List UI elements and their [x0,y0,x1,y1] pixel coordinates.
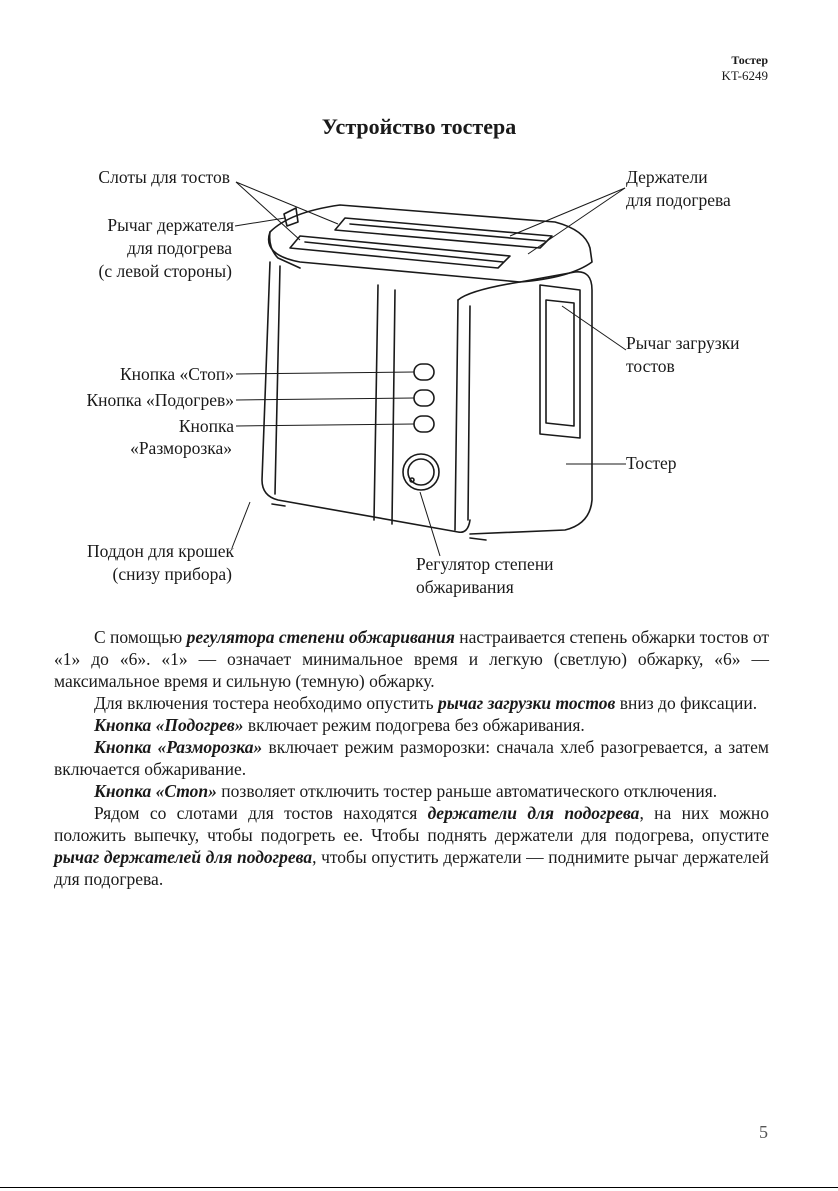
label-tray-1: Поддон для крошек [87,541,234,561]
page-number: 5 [759,1122,768,1142]
section-title: Устройство тостера [321,114,517,139]
reheat-button [414,390,434,406]
label-regulator-2: обжаривания [416,577,514,597]
label-holder-lever-2: для подогрева [127,238,232,258]
label-reheat: Кнопка «Подогрев» [86,390,234,410]
label-load-lever-1: Рычаг загрузки [626,333,740,353]
label-load-lever-2: тостов [626,356,675,376]
holder-lever [284,208,298,226]
bottom-rule [0,1187,838,1188]
label-holders-1: Держатели [626,167,708,187]
toaster-body [262,262,470,532]
label-holder-lever-1: Рычаг держателя [107,215,234,235]
label-toaster: Тостер [626,453,677,473]
toast-slot-rear [335,218,552,248]
paragraph-defrost: Кнопка «Разморозка» включает режим разморозки: сначала хлеб разогревается, а затем включается обжаривание. [54,737,769,779]
label-tray-2: (снизу прибора) [112,564,232,584]
header-model: KT-6249 [721,68,768,83]
label-defrost-1: Кнопка [178,416,234,436]
label-stop: Кнопка «Стоп» [119,364,234,384]
paragraph-reheat: Кнопка «Подогрев» включает режим подогрева без обжаривания. [94,715,585,735]
stop-button [414,364,434,380]
header-product: Тостер [731,53,768,67]
paragraph-stop: Кнопка «Стоп» позволяет отключить тостер раньше автоматического отключения. [94,781,718,801]
label-holders-2: для подогрева [626,190,731,210]
paragraph-load-lever: Для включения тостера необходимо опустить рычаг загрузки тостов вниз до фиксации. [94,693,758,713]
label-regulator-1: Регулятор степени [416,554,554,574]
paragraph-regulator: С помощью регулятора степени обжаривания настраивается степень обжарки тостов от «1» до «6». «1» — означает минимальное время и легкую (светлую) обжарку, «6» — максимальное время и сильную (темную) обжарку. [54,627,770,691]
paragraph-holders: Рядом со слотами для тостов находятся держатели для подогрева, на них можно положить выпечку, чтобы подогреть ее. Чтобы поднять держатели для подогрева, опустите рычаг держателей для подогрева, чтобы опустить держатели — поднимите рычаг держателей для подогрева. [54,803,769,889]
label-holder-lever-3: (с левой стороны) [98,261,232,281]
description-text [54,626,769,890]
label-slots: Слоты для тостов [98,167,230,187]
label-defrost-2: «Разморозка» [130,438,232,458]
defrost-button [414,416,434,432]
